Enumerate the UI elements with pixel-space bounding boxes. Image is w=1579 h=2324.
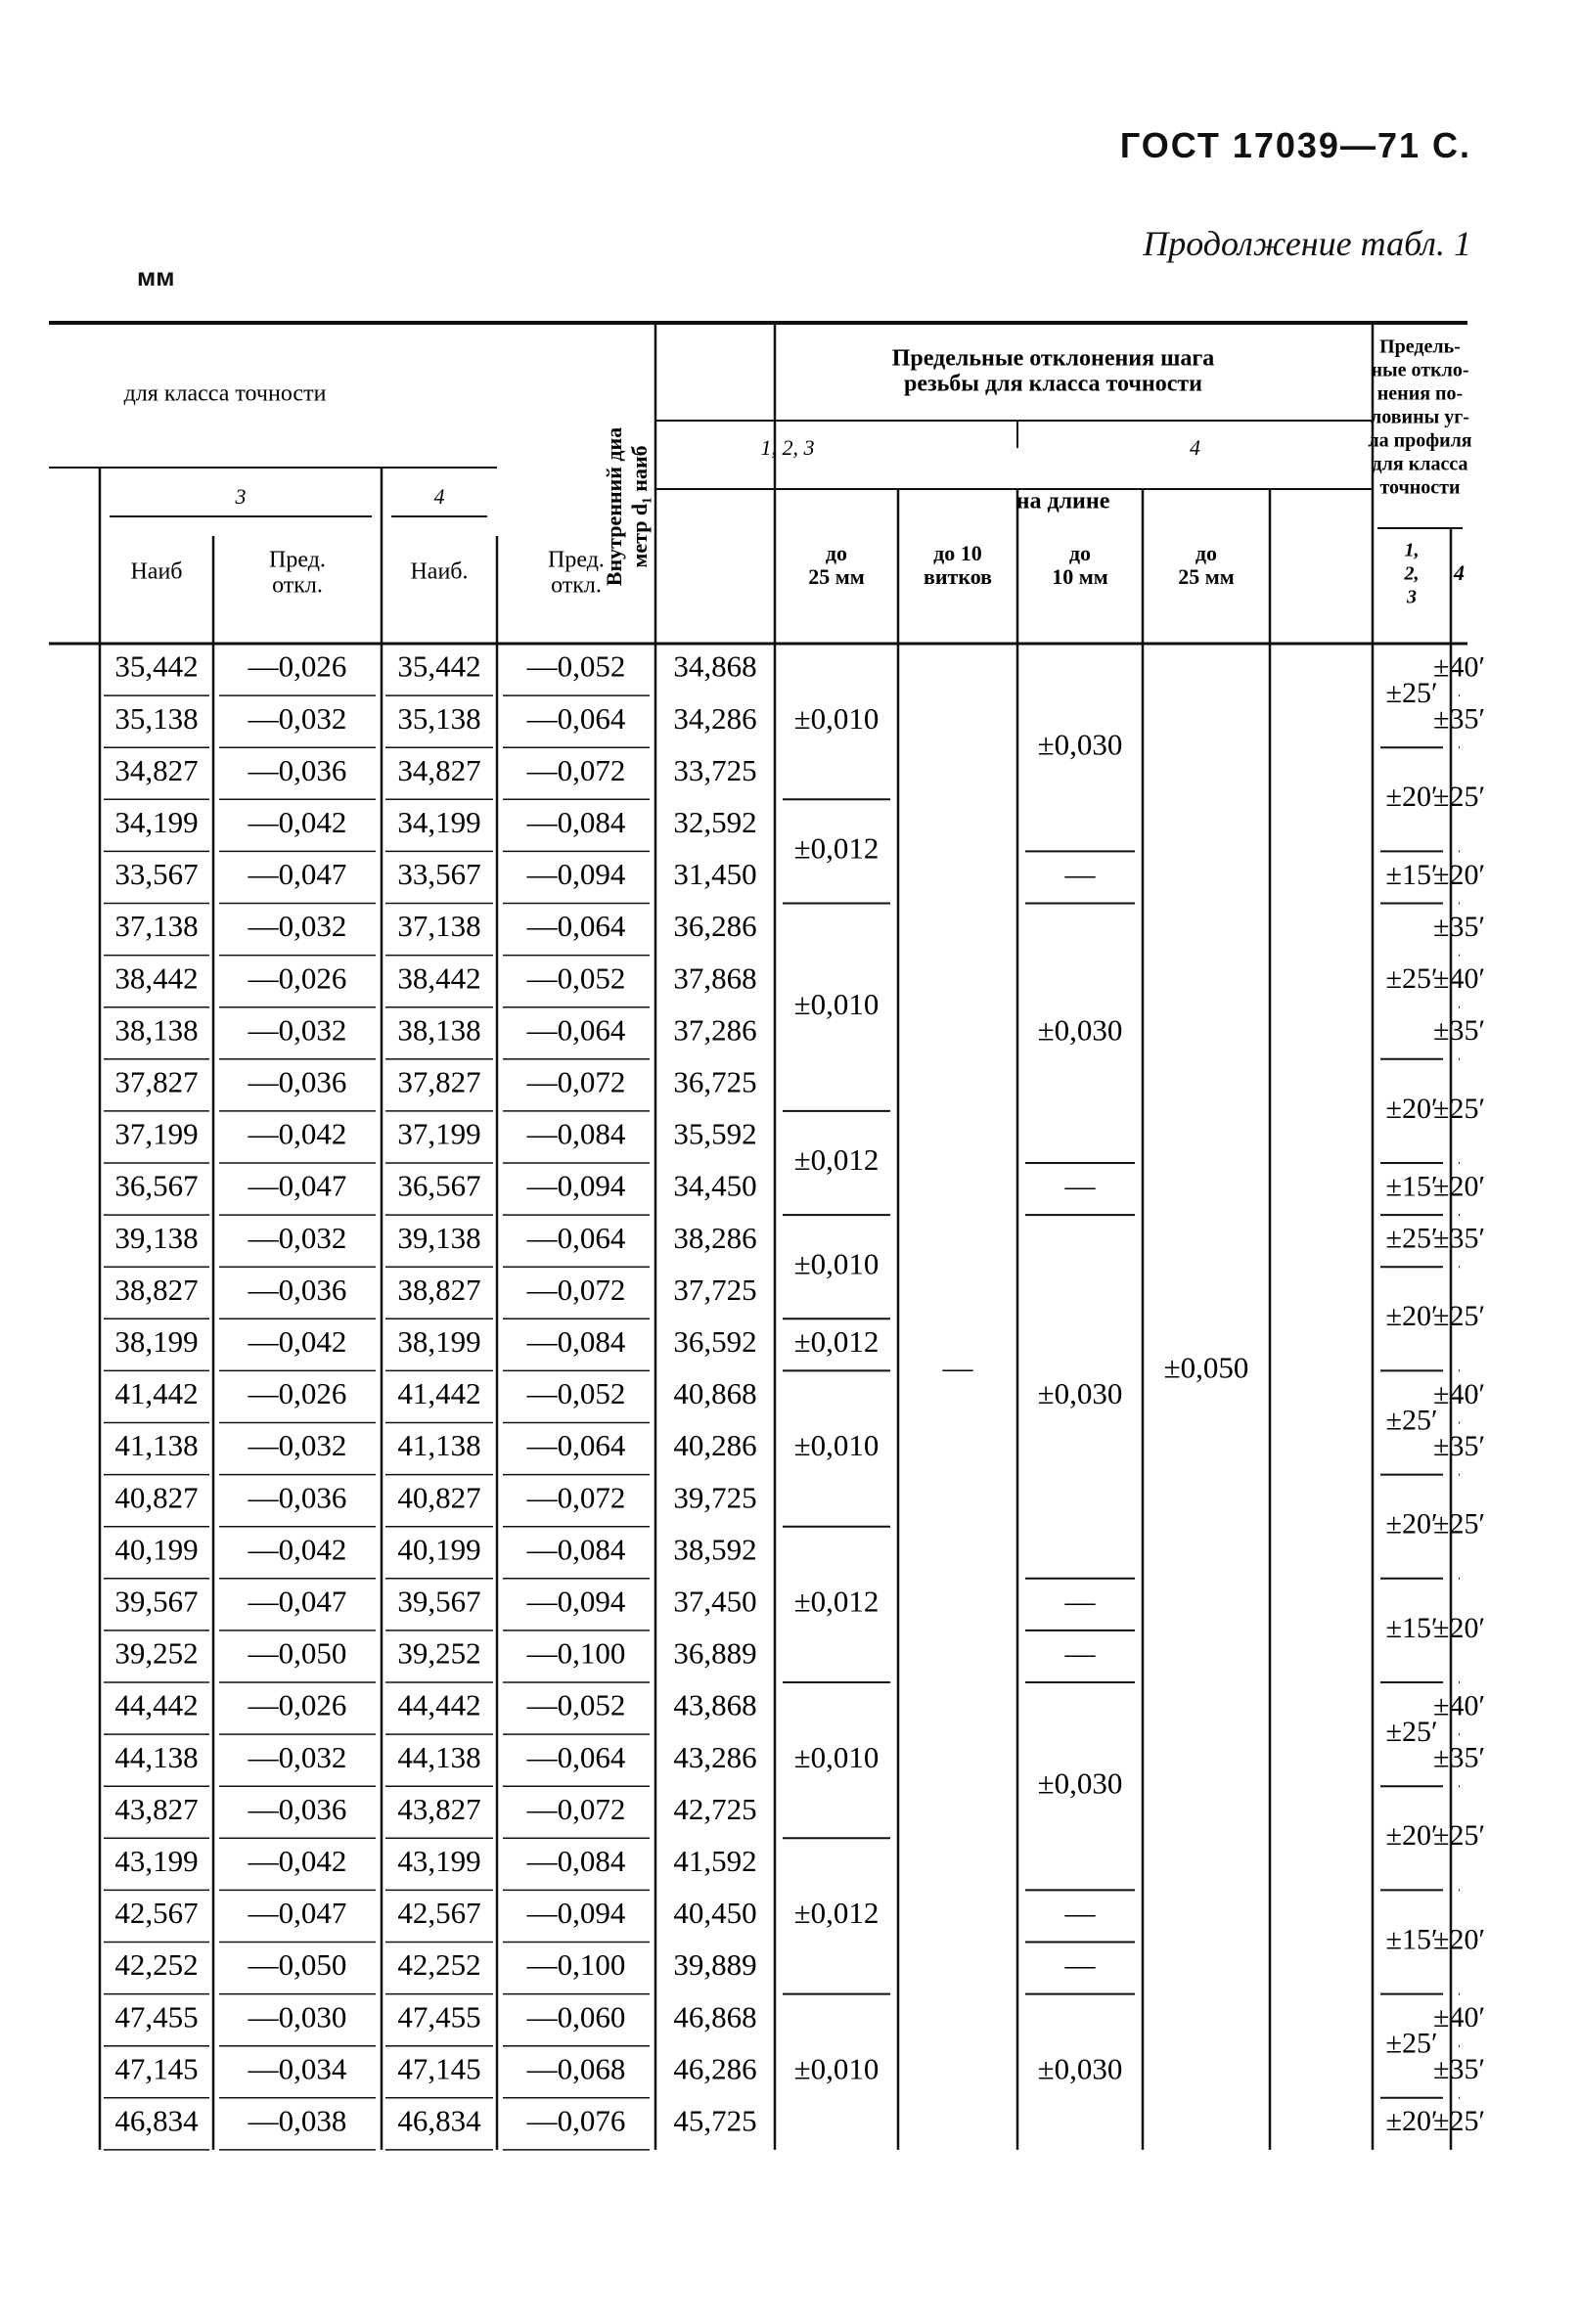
table-cell: 33,567 xyxy=(397,857,481,892)
table-cell: —0,032 xyxy=(248,1220,347,1255)
table-cell: 44,442 xyxy=(397,1687,481,1722)
table-cell: 36,592 xyxy=(673,1323,757,1359)
pitch-up10mm-value: — xyxy=(1064,1896,1096,1931)
table-cell: 44,442 xyxy=(114,1687,199,1722)
angle-123-value: ±15′ xyxy=(1385,858,1438,891)
table-cell: —0,094 xyxy=(526,857,626,892)
inner-diameter-heading-1: Внутренний диа xyxy=(602,426,627,587)
table-cell: —0,026 xyxy=(248,1687,347,1722)
table-cell: 46,868 xyxy=(673,1999,757,2034)
pitch-up10mm-value: — xyxy=(1064,1635,1096,1671)
table-cell: —0,064 xyxy=(526,1428,626,1463)
table-cell: 39,567 xyxy=(397,1584,481,1619)
table-cell: 42,567 xyxy=(114,1896,199,1931)
angle-4-value: ±20′ xyxy=(1432,858,1486,891)
table-cell: 40,199 xyxy=(114,1532,199,1567)
table-cell: 37,725 xyxy=(673,1272,757,1307)
table-cell: —0,072 xyxy=(526,752,626,787)
pitch-up10mm-value: ±0,030 xyxy=(1037,1012,1123,1048)
table-cell: —0,034 xyxy=(248,2051,347,2086)
table-cell: 38,199 xyxy=(397,1323,481,1359)
table-cell: 41,138 xyxy=(114,1428,199,1463)
table-cell: 41,442 xyxy=(114,1376,199,1411)
table-cell: 34,199 xyxy=(114,804,199,839)
table-cell: —0,064 xyxy=(526,909,626,944)
table-cell: —0,036 xyxy=(248,1480,347,1515)
table-cell: 40,827 xyxy=(397,1480,481,1515)
table-cell: 46,286 xyxy=(673,2051,757,2086)
class-group-heading: для класса точности xyxy=(123,380,327,407)
up-to-25mm-class4-heading: 25 мм xyxy=(1178,564,1235,590)
pitch-up25-value: ±0,010 xyxy=(793,1246,880,1281)
up-to-25mm-class4-heading: до xyxy=(1195,541,1218,566)
table-cell: 35,442 xyxy=(114,648,199,684)
table-cell: —0,100 xyxy=(526,1947,626,1983)
table-cell: 36,567 xyxy=(397,1168,481,1203)
angle-4-value: ±40′ xyxy=(1432,1377,1486,1410)
angle-heading-line: нения по- xyxy=(1376,382,1464,405)
table-cell: —0,084 xyxy=(526,1323,626,1359)
table-cell: 38,138 xyxy=(397,1012,481,1048)
up-to-25mm-heading: до xyxy=(825,541,848,566)
table-cell: —0,042 xyxy=(248,804,347,839)
pitch-up10mm-value: — xyxy=(1064,1168,1096,1203)
up-to-10mm-heading: до xyxy=(1068,541,1092,566)
table-cell: 37,199 xyxy=(397,1116,481,1151)
table-cell: —0,032 xyxy=(248,1012,347,1048)
angle-4-value: ±20′ xyxy=(1432,1923,1486,1956)
angle-123-value: ±20′ xyxy=(1385,781,1438,814)
table-cell: —0,064 xyxy=(526,1012,626,1048)
table-cell: 37,138 xyxy=(114,909,199,944)
angle-4-value: ±25′ xyxy=(1432,781,1486,814)
inner-diameter-heading-2: метр d₁ наиб xyxy=(627,445,653,568)
table-cell: 38,827 xyxy=(397,1272,481,1307)
table-cell: —0,036 xyxy=(248,1791,347,1826)
table-cell: —0,042 xyxy=(248,1116,347,1151)
table-cell: 44,138 xyxy=(114,1739,199,1774)
table-cell: —0,052 xyxy=(526,1687,626,1722)
table-cell: 37,286 xyxy=(673,1012,757,1048)
angle-heading-line: точности xyxy=(1379,476,1461,499)
table-cell: 40,868 xyxy=(673,1376,757,1411)
pitch-up10mm-value: — xyxy=(1064,857,1096,892)
angle-4-value: ±35′ xyxy=(1432,1014,1486,1048)
table-cell: 35,138 xyxy=(397,700,481,736)
angle-heading-line: Предель- xyxy=(1379,335,1461,358)
table-cell: 37,827 xyxy=(114,1064,199,1099)
table-cell: —0,094 xyxy=(526,1168,626,1203)
pitch-up25-value: ±0,010 xyxy=(793,986,880,1021)
table-cell: —0,047 xyxy=(248,1584,347,1619)
angle-4-value: ±20′ xyxy=(1432,1170,1486,1203)
pitch-up25-class4-value: ±0,050 xyxy=(1163,1350,1249,1385)
table-cell: 42,252 xyxy=(397,1947,481,1983)
table-cell: 43,286 xyxy=(673,1739,757,1774)
table-cell: —0,047 xyxy=(248,1168,347,1203)
pitch-up25-value: ±0,010 xyxy=(793,700,880,736)
table-cell: 37,138 xyxy=(397,909,481,944)
angle-4-value: ±40′ xyxy=(1432,1689,1486,1722)
angle-4-value: ±20′ xyxy=(1432,1611,1486,1644)
table-cell: 36,567 xyxy=(114,1168,199,1203)
table-cell: —0,072 xyxy=(526,1064,626,1099)
angle-4-value: ±25′ xyxy=(1432,1507,1486,1541)
pitch-up25-value: ±0,010 xyxy=(793,1739,880,1774)
angle-123-value: ±20′ xyxy=(1385,1092,1438,1125)
pitch-up25-value: ±0,010 xyxy=(793,1428,880,1463)
table-cell: 46,834 xyxy=(114,2103,199,2138)
table-cell: 41,442 xyxy=(397,1376,481,1411)
pitch-class-123: 1, 2, 3 xyxy=(760,435,815,461)
table-cell: 33,725 xyxy=(673,752,757,787)
up-to-10-turns-heading: витков xyxy=(923,564,993,590)
table-svg xyxy=(49,311,1486,2257)
table-cell: —0,038 xyxy=(248,2103,347,2138)
angle-123-value: ±15′ xyxy=(1385,1170,1438,1203)
up-to-10-turns-heading: до 10 xyxy=(933,541,982,566)
table-cell: 38,442 xyxy=(114,961,199,996)
table-cell: —0,068 xyxy=(526,2051,626,2086)
table-cell: 44,138 xyxy=(397,1739,481,1774)
table-cell: 41,592 xyxy=(673,1843,757,1878)
table-cell: —0,072 xyxy=(526,1272,626,1307)
table-cell: 40,199 xyxy=(397,1532,481,1567)
pitch-up10mm-value: ±0,030 xyxy=(1037,2051,1123,2086)
pitch-up25-value: ±0,010 xyxy=(793,2051,880,2086)
table-cell: —0,076 xyxy=(526,2103,626,2138)
pitch-class-4: 4 xyxy=(1190,435,1200,461)
pitch-up10mm-value: — xyxy=(1064,1947,1096,1983)
table-cell: 47,455 xyxy=(114,1999,199,2034)
angle-4-value: ±25′ xyxy=(1432,1092,1486,1125)
table-cell: 37,199 xyxy=(114,1116,199,1151)
pitch-up10mm-value: — xyxy=(1064,1584,1096,1619)
angle-4-value: ±25′ xyxy=(1432,1819,1486,1853)
table-cell: —0,032 xyxy=(248,1428,347,1463)
table-cell: 39,138 xyxy=(397,1220,481,1255)
table-cell: 35,592 xyxy=(673,1116,757,1151)
pitch-up10mm-value: ±0,030 xyxy=(1037,1376,1123,1411)
thread-dimensions-table xyxy=(49,311,1486,2262)
table-cell: 37,868 xyxy=(673,961,757,996)
table-cell: 41,138 xyxy=(397,1428,481,1463)
table-cell: —0,050 xyxy=(248,1947,347,1983)
table-cell: 34,199 xyxy=(397,804,481,839)
table-cell: 39,889 xyxy=(673,1947,757,1983)
pitch-up25-value: ±0,012 xyxy=(793,1896,880,1931)
table-cell: 33,567 xyxy=(114,857,199,892)
table-cell: —0,084 xyxy=(526,1532,626,1567)
otkl-heading: откл. xyxy=(272,572,323,599)
angle-123-value: ±20′ xyxy=(1385,1507,1438,1541)
angle-4-value: ±25′ xyxy=(1432,2105,1486,2138)
table-cell: 35,138 xyxy=(114,700,199,736)
table-cell: 45,725 xyxy=(673,2103,757,2138)
angle-123-value: ±25′ xyxy=(1385,962,1438,996)
table-cell: —0,064 xyxy=(526,700,626,736)
table-cell: —0,084 xyxy=(526,1116,626,1151)
table-cell: 42,725 xyxy=(673,1791,757,1826)
angle-4-value: ±25′ xyxy=(1432,1300,1486,1333)
table-cell: 34,868 xyxy=(673,648,757,684)
table-cell: —0,050 xyxy=(248,1635,347,1671)
table-cell: 39,725 xyxy=(673,1480,757,1515)
table-cell: 39,252 xyxy=(397,1635,481,1671)
angle-4-value: ±40′ xyxy=(1432,962,1486,996)
table-cell: —0,052 xyxy=(526,648,626,684)
angle-heading-line: ла профиля xyxy=(1368,429,1472,452)
otkl4-heading: откл. xyxy=(551,572,602,599)
angle-4-value: ±35′ xyxy=(1432,1741,1486,1774)
table-continuation: Продолжение табл. 1 xyxy=(1143,224,1471,263)
table-cell: —0,032 xyxy=(248,700,347,736)
angle-123-value: ±20′ xyxy=(1385,1300,1438,1333)
table-cell: —0,100 xyxy=(526,1635,626,1671)
table-cell: 37,450 xyxy=(673,1584,757,1619)
angle-123-value: ±25′ xyxy=(1385,676,1438,709)
table-cell: —0,030 xyxy=(248,1999,347,2034)
table-cell: 47,145 xyxy=(397,2051,481,2086)
table-cell: 39,252 xyxy=(114,1635,199,1671)
angle-4-value: ±35′ xyxy=(1432,910,1486,943)
table-cell: —0,042 xyxy=(248,1843,347,1878)
table-cell: 42,252 xyxy=(114,1947,199,1983)
table-cell: 40,450 xyxy=(673,1896,757,1931)
angle-4-value: ±35′ xyxy=(1432,1222,1486,1255)
table-cell: 34,450 xyxy=(673,1168,757,1203)
table-cell: 34,827 xyxy=(114,752,199,787)
length-heading: на длине xyxy=(1015,488,1110,514)
table-cell: —0,052 xyxy=(526,961,626,996)
pitch-up25-value: ±0,012 xyxy=(793,1323,880,1359)
table-cell: —0,036 xyxy=(248,1064,347,1099)
pitch-up25-value: ±0,012 xyxy=(793,1584,880,1619)
table-cell: 38,827 xyxy=(114,1272,199,1307)
table-cell: —0,036 xyxy=(248,1272,347,1307)
angle-class-123: 1, xyxy=(1404,539,1420,561)
pitch-10-turns-value: — xyxy=(942,1350,973,1385)
table-cell: 47,145 xyxy=(114,2051,199,2086)
table-cell: 34,827 xyxy=(397,752,481,787)
table-cell: 40,827 xyxy=(114,1480,199,1515)
table-cell: —0,094 xyxy=(526,1584,626,1619)
pred4-heading: Пред. xyxy=(548,547,605,573)
table-cell: —0,042 xyxy=(248,1532,347,1567)
angle-heading-line: для класса xyxy=(1372,453,1468,475)
table-cell: 40,286 xyxy=(673,1428,757,1463)
table-cell: 34,286 xyxy=(673,700,757,736)
table-cell: —0,094 xyxy=(526,1896,626,1931)
table-cell: 39,567 xyxy=(114,1584,199,1619)
angle-class-123: 2, xyxy=(1404,562,1420,585)
table-cell: —0,064 xyxy=(526,1739,626,1774)
table-cell: 36,889 xyxy=(673,1635,757,1671)
table-cell: —0,072 xyxy=(526,1480,626,1515)
pitch-up10mm-value: ±0,030 xyxy=(1037,1765,1123,1801)
table-cell: —0,036 xyxy=(248,752,347,787)
class4-heading: 4 xyxy=(433,484,445,510)
angle-4-value: ±35′ xyxy=(1432,1429,1486,1462)
table-cell: —0,047 xyxy=(248,857,347,892)
table-cell: —0,084 xyxy=(526,1843,626,1878)
table-cell: 42,567 xyxy=(397,1896,481,1931)
table-cell: 43,827 xyxy=(397,1791,481,1826)
naib-heading: Наиб xyxy=(130,559,183,585)
table-cell: 35,442 xyxy=(397,648,481,684)
pitch-heading-2: резьбы для класса точности xyxy=(903,371,1203,397)
up-to-25mm-heading: 25 мм xyxy=(808,564,865,590)
table-cell: —0,052 xyxy=(526,1376,626,1411)
table-cell: 38,138 xyxy=(114,1012,199,1048)
angle-4-value: ±35′ xyxy=(1432,2053,1486,2086)
angle-class-4: 4 xyxy=(1454,560,1465,586)
angle-heading-line: ные откло- xyxy=(1371,359,1469,381)
table-cell: —0,042 xyxy=(248,1323,347,1359)
table-cell: —0,084 xyxy=(526,804,626,839)
table-cell: 36,286 xyxy=(673,909,757,944)
table-cell: 36,725 xyxy=(673,1064,757,1099)
naib4-heading: Наиб. xyxy=(410,559,469,585)
table-cell: —0,032 xyxy=(248,909,347,944)
table-cell: 38,592 xyxy=(673,1532,757,1567)
pitch-up10mm-value: ±0,030 xyxy=(1037,727,1123,762)
up-to-10mm-heading: 10 мм xyxy=(1052,564,1108,590)
table-cell: —0,026 xyxy=(248,961,347,996)
document-code: ГОСТ 17039—71 С. xyxy=(1119,125,1471,165)
table-cell: —0,032 xyxy=(248,1739,347,1774)
angle-123-value: ±20′ xyxy=(1385,2105,1438,2138)
table-cell: —0,064 xyxy=(526,1220,626,1255)
angle-123-value: ±25′ xyxy=(1385,1715,1438,1748)
table-cell: 38,286 xyxy=(673,1220,757,1255)
table-cell: 43,199 xyxy=(114,1843,199,1878)
angle-123-value: ±25′ xyxy=(1385,1222,1438,1255)
table-cell: 39,138 xyxy=(114,1220,199,1255)
table-cell: —0,072 xyxy=(526,1791,626,1826)
angle-4-value: ±40′ xyxy=(1432,2001,1486,2034)
angle-123-value: ±20′ xyxy=(1385,1819,1438,1853)
angle-123-value: ±15′ xyxy=(1385,1611,1438,1644)
table-cell: —0,026 xyxy=(248,1376,347,1411)
angle-heading-line: ловины уг- xyxy=(1371,406,1469,428)
table-cell: 32,592 xyxy=(673,804,757,839)
pred-heading: Пред. xyxy=(269,547,326,573)
table-cell: 38,442 xyxy=(397,961,481,996)
angle-123-value: ±25′ xyxy=(1385,2027,1438,2060)
angle-4-value: ±40′ xyxy=(1432,650,1486,684)
table-cell: 43,199 xyxy=(397,1843,481,1878)
table-cell: 38,199 xyxy=(114,1323,199,1359)
angle-123-value: ±25′ xyxy=(1385,1404,1438,1437)
pitch-up25-value: ±0,012 xyxy=(793,1142,880,1178)
table-cell: 43,868 xyxy=(673,1687,757,1722)
pitch-up25-value: ±0,012 xyxy=(793,830,880,866)
angle-4-value: ±35′ xyxy=(1432,702,1486,736)
table-cell: —0,026 xyxy=(248,648,347,684)
pitch-heading-1: Предельные отклонения шага xyxy=(891,345,1215,372)
angle-123-value: ±15′ xyxy=(1385,1923,1438,1956)
table-cell: —0,047 xyxy=(248,1896,347,1931)
angle-class-123: 3 xyxy=(1407,586,1417,608)
table-cell: 43,827 xyxy=(114,1791,199,1826)
table-cell: 47,455 xyxy=(397,1999,481,2034)
table-cell: —0,060 xyxy=(526,1999,626,2034)
unit-label: мм xyxy=(137,262,175,291)
class3-heading: 3 xyxy=(235,484,247,510)
table-cell: 46,834 xyxy=(397,2103,481,2138)
table-cell: 31,450 xyxy=(673,857,757,892)
table-cell: 37,827 xyxy=(397,1064,481,1099)
